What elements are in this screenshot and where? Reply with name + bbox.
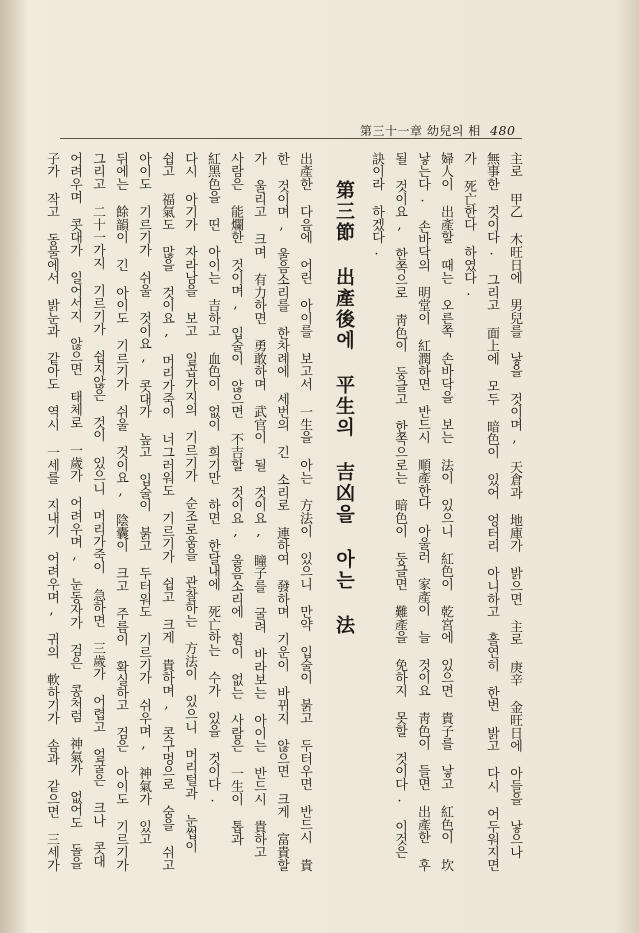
text-column: 한 것이며, 울음소리를 한차례에 세번의 긴 소리로 連하여 發하며 기운이 바뀌지 않으면 크게 富貴할 xyxy=(274,152,289,872)
text-column: 그리고 二十一가지 기르기가 쉽지않은 것이 있으니 머리가죽이 急하면 三歲가 어렵고 얼굴은 크나 콧대 xyxy=(90,152,105,868)
text-column: 어려우며 콧대가 일어서지 않으면 태체로 一歲가 어려우며, 눈동자가 검은 콩처럼 神氣가 없어도 돌을 xyxy=(67,152,82,870)
text-column: 訣이라 하겠다. xyxy=(369,152,384,259)
text-column: 紅黑色을 띤 아이는 吉하고 血色이 없이 희기만 하면 한달내에 死亡하는 수가 있을 것이다. xyxy=(205,152,220,806)
text-column: 가 死亡한다 하였다. xyxy=(461,152,476,299)
text-column: 出產한 다음에 어린 아이를 보고서 一生을 아는 方法이 있으니 만약 입술이 붉고 두터우면 반드시 貴 xyxy=(297,152,312,872)
text-column: 아이도 기르기가 쉬울 것이요, 콧대가 높고 입술이 붉고 두터워도 기르기가 쉬우며, 神氣가 있고 xyxy=(136,152,151,846)
text-column: 無事한 것이다. 그리고 面上에 모두 暗色이 있어 엉터리 아니하고 홀연히 한번 밝고 다시 어두워지면 xyxy=(484,152,499,872)
running-header xyxy=(360,122,520,139)
text-column: 婦人이 出產할 때는 오른쪽 손바닥을 보는 法이 있으니 紅色이 乾宮에 있으면 貴子를 낳고 紅色이 坎 xyxy=(438,152,453,872)
text-column: 될 것이요, 한쪽으로 靑色이 둥글고 한쪽으로는 暗色이 둥글면 難產을 免하지 못할 것이다. 이것은 xyxy=(392,152,407,859)
text-column: 主로 甲乙 木旺日에 男兒를 낳을 것이며, 天倉과 地庫가 밝으면 主로 庚辛 金旺日에 아들을 낳으나 xyxy=(507,152,522,859)
section-heading: 第三節 出產後에 平生의 吉凶을 아는 法 xyxy=(333,180,355,636)
text-column: 子가 작고 동물에서 밝눈과 같아도 역시 一세를 지내기 어려우며, 귀의 軟하기가 솜과 같으면 三세가 xyxy=(44,152,59,872)
page-number: 480 xyxy=(490,123,516,138)
text-column: 낳는다. 손바닥의 明堂이 紅潤하면 반드시 順產한다 아울러 家產이 늘 것이요 靑色이 들면 出產한 후 xyxy=(415,152,430,872)
binding-shadow-left xyxy=(0,0,28,933)
text-column: 쉽고 福氣도 많을 것이요, 머리가죽이 너그러워도 기르기가 쉽고 크게 貴하며, 콧구멍으로 숨을 쉬고 xyxy=(159,152,174,872)
chapter-title: 第三十一章 幼兒의 相 xyxy=(360,124,481,138)
text-column: 뒤에는 餘韻이 긴 아이도 기르기가 쉬울 것이요, 陰囊이 크고 주름이 확실하고 검은 아이도 기르기가 xyxy=(113,152,128,872)
text-column: 사람은 能爛한 것이며, 입술이 않으면 不吉할 것이요, 울음소리에 힘이 없는 사람은 一生이 톱과 xyxy=(228,152,243,846)
text-column: 다시 아기가 자라남을 보고 일곱가지의 기르기가 순조로움을 관찰하는 方法이 있으니 머리털과 눈썹이 xyxy=(182,152,197,853)
page-edge-right xyxy=(615,0,639,933)
header-rule xyxy=(60,138,522,139)
text-column: 가 울리고 크며 有力하면 勇敢하며 武官이 될 것이요, 瞳子를 굴려 바라보는 아이는 반드시 貴하고 xyxy=(251,152,266,859)
